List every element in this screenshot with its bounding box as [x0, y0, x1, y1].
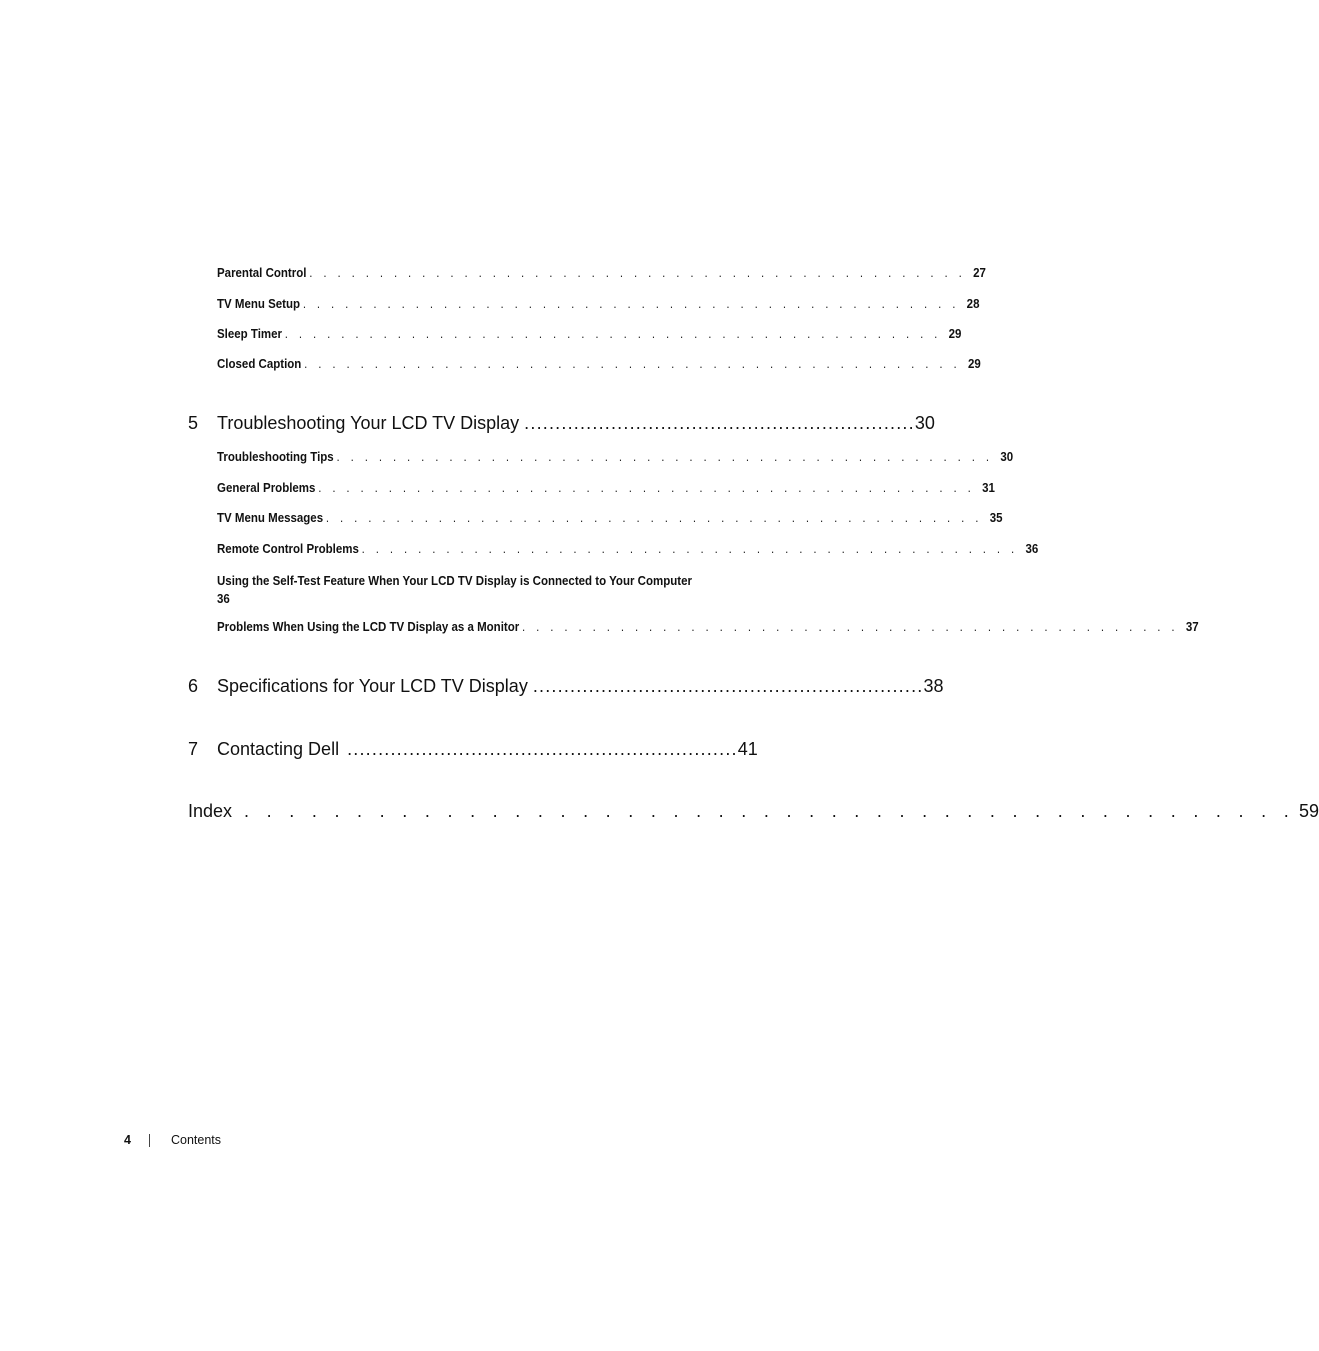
chapter-number: 5 — [188, 413, 199, 433]
toc-entry-page: 36 — [1025, 542, 1039, 556]
toc-entry-title: Troubleshooting Tips — [217, 450, 334, 464]
toc-entry-page: 37 — [1185, 620, 1199, 634]
toc-entry-monitor-problems[interactable] — [217, 620, 1199, 634]
toc-entry-page: 28 — [966, 297, 980, 311]
dot-leader: . . . . . . . . . . . . . . . . . . . . . . . . . . . . . . . . . . . . . . . . . . . . . . . — [284, 327, 942, 341]
toc-entry-page: 35 — [989, 511, 1003, 525]
toc-entry-troubleshooting-tips[interactable] — [217, 450, 1014, 464]
dot-leader: . . . . . . . . . . . . . . . . . . . . . . . . . . . . . . . . . . . . . . . . . . . . . . . — [302, 297, 960, 311]
toc-entry-page: 29 — [967, 357, 981, 371]
dot-leader: . . . . . . . . . . . . . . . . . . . . . . . . . . . . . . . . . . . . . . . . . . . . . . . — [325, 511, 983, 525]
toc-entry-title: Using the Self-Test Feature When Your LCD TV Display is Connected to Your Computer — [217, 574, 692, 588]
chapter-number: 6 — [188, 676, 199, 696]
chapter-page: 41 — [737, 739, 758, 759]
chapter-number: 7 — [188, 739, 199, 759]
toc-chapter-7[interactable] — [188, 739, 758, 760]
dot-leader: . . . . . . . . . . . . . . . . . . . . . . . . . . . . . . . . . . . . . . . . . . . . . . . — [336, 450, 993, 464]
toc-chapter-5[interactable] — [188, 413, 935, 434]
toc-entry-title: TV Menu Messages — [217, 511, 324, 525]
toc-entry-tv-menu-messages[interactable] — [217, 511, 1003, 525]
toc-index[interactable] — [188, 801, 1319, 822]
toc-entry-self-test[interactable] — [217, 572, 714, 608]
footer-section-label: Contents — [171, 1133, 222, 1147]
toc-entry-sleep-timer[interactable] — [217, 327, 962, 341]
toc-entry-title: Problems When Using the LCD TV Display as a Monitor — [217, 620, 520, 634]
toc-entry-title: Sleep Timer — [217, 327, 282, 341]
toc-chapter-6[interactable] — [188, 676, 944, 697]
dot-leader: ............................................................... — [524, 413, 915, 433]
footer-separator — [149, 1134, 150, 1147]
toc-entry-closed-caption[interactable] — [217, 357, 981, 371]
dot-leader: . . . . . . . . . . . . . . . . . . . . . . . . . . . . . . . . . . . . . . . . . . . . . . . — [361, 542, 1019, 556]
dot-leader: . . . . . . . . . . . . . . . . . . . . . . . . . . . . . . . . . . . . . . . . . . . . . . . — [244, 801, 1296, 821]
toc-entry-parental-control[interactable] — [217, 266, 986, 280]
toc-entry-page: 29 — [948, 327, 962, 341]
index-title: Index — [188, 801, 233, 821]
toc-entry-title: Remote Control Problems — [217, 542, 359, 556]
toc-entry-remote-control-problems[interactable] — [217, 542, 1039, 556]
dot-leader: ............................................................... — [347, 739, 738, 759]
toc-entry-title: Parental Control — [217, 266, 307, 280]
toc-entry-page: 30 — [1000, 450, 1014, 464]
dot-leader: . . . . . . . . . . . . . . . . . . . . . . . . . . . . . . . . . . . . . . . . . . . . . . . — [318, 481, 975, 495]
toc-entry-tv-menu-setup[interactable] — [217, 297, 980, 311]
chapter-title: Contacting Dell — [217, 739, 340, 759]
toc-entry-page: 36 — [217, 592, 230, 606]
dot-leader: . . . . . . . . . . . . . . . . . . . . . . . . . . . . . . . . . . . . . . . . . . . . . . . — [521, 620, 1179, 634]
dot-leader: . . . . . . . . . . . . . . . . . . . . . . . . . . . . . . . . . . . . . . . . . . . . . . . — [304, 357, 961, 371]
chapter-page: 38 — [923, 676, 944, 696]
toc-entry-page: 31 — [982, 481, 995, 495]
chapter-page: 30 — [914, 413, 935, 433]
dot-leader: ............................................................... — [532, 676, 924, 696]
toc-entry-title: Closed Caption — [217, 357, 302, 371]
dot-leader: . . . . . . . . . . . . . . . . . . . . . . . . . . . . . . . . . . . . . . . . . . . . . . . — [309, 266, 966, 280]
index-page: 59 — [1299, 801, 1319, 821]
toc-entry-title: TV Menu Setup — [217, 297, 301, 311]
page-footer — [124, 1133, 221, 1147]
toc-entry-page: 27 — [973, 266, 986, 280]
chapter-title: Specifications for Your LCD TV Display — [217, 676, 528, 696]
footer-page-number: 4 — [124, 1133, 131, 1147]
toc-entry-general-problems[interactable] — [217, 481, 995, 495]
chapter-title: Troubleshooting Your LCD TV Display — [217, 413, 520, 433]
toc-entry-title: General Problems — [217, 481, 316, 495]
